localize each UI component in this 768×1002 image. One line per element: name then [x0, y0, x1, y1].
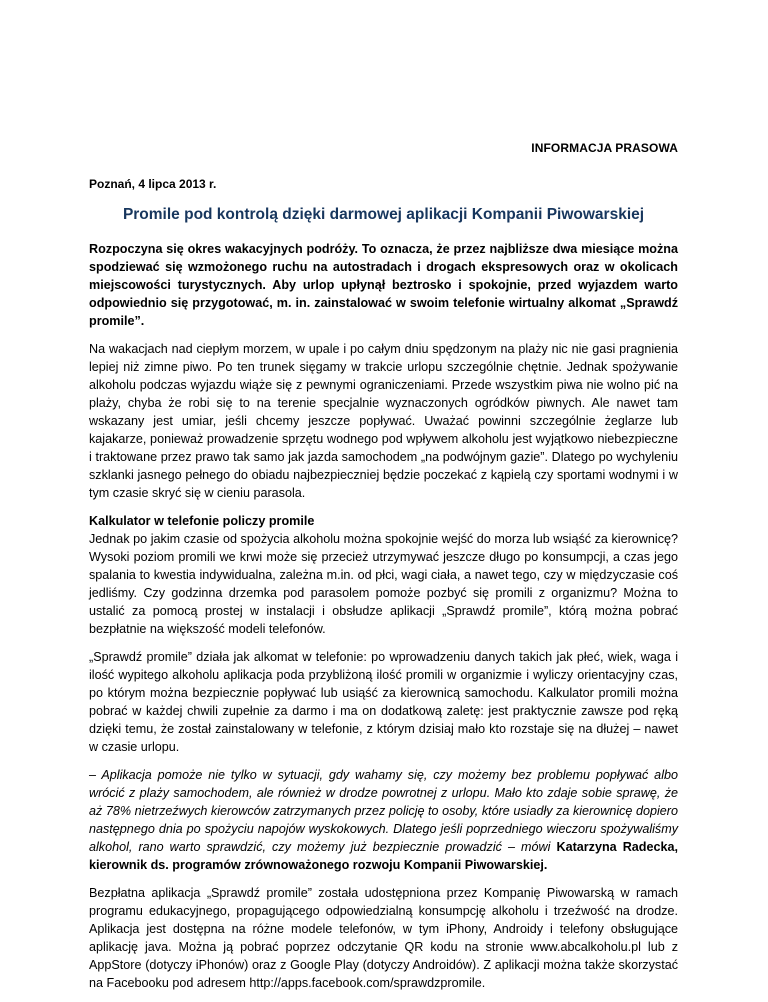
- quote-paragraph: [89, 766, 678, 874]
- paragraph-4: Bezpłatna aplikacja „Sprawdź promile” została udostępniona przez Kompanię Piwowarską w ramach programu edukacyjnego, propagującego odpowiedzialną konsumpcję alkoholu i trzeźwość na drodze. Aplikacja jest dostępna na różne modele telefonów, w tym iPhony, Androidy i telefony obsługujące aplikację java. Można ją pobrać poprzez odczytanie QR kodu na stronie www.abcalkoholu.pl lub z AppStore (dotyczy iPhonów) oraz z Google Play (dotyczy Androidów). Z aplikacji można także skorzystać na Facebooku pod adresem http://apps.facebook.com/sprawdzpromile.: [89, 886, 678, 990]
- quote-author: Katarzyna Radecka, kierownik ds. programów zrównoważonego rozwoju Kompanii Piwowarskiej.: [89, 840, 679, 872]
- dateline: Poznań, 4 lipca 2013 r.: [89, 177, 217, 191]
- paragraph-1: Na wakacjach nad ciepłym morzem, w upale i po całym dniu spędzonym na plaży nic nie gasi pragnienia lepiej niż zimne piwo. Po ten trunek sięgamy w trakcie urlopu szczególnie chętnie. Jednak spożywanie alkoholu podczas wyjazdu wiąże się z pewnymi ograniczeniami. Przede wszystkim piwa nie wolno pić na plaży, chyba że robi się to na terenie specjalnie wyznaczonych ogródków piwnych. Ale nawet tam wskazany jest umiar, jeśli chcemy jeszcze popływać. Uważać powinni szczególnie żeglarze lub kajakarze, ponieważ prowadzenie sprzętu wodnego pod wpływem alkoholu jest wyjątkowo niebezpieczne i traktowane przez prawo tak samo jak jazda samochodem „na podwójnym gazie”. Dlatego po wychyleniu szklanki jasnego pełnego do obiadu najbezpieczniej będzie poczekać z kąpielą czy sportami wodnymi i w tym czasie skryć się w cieniu parasola.: [89, 342, 678, 500]
- quote-text: – Aplikacja pomoże nie tylko w sytuacji, gdy wahamy się, czy możemy bez problemu popływać albo wrócić z plaży samochodem, ale również w drodze powrotnej z urlopu. Mało kto zdaje sobie sprawę, że aż 78% nietrzeźwych kierowców zatrzymanych przez policję to osoby, które usiadły za kierownicę dopiero następnego dnia po spożyciu napojów wyskokowych. Dlatego jeśli poprzedniego wieczoru spożywaliśmy alkohol, rano warto sprawdzić, czy możemy już bezpiecznie prowadzić – mówi: [89, 768, 678, 854]
- paragraph-3: „Sprawdź promile” działa jak alkomat w telefonie: po wprowadzeniu danych takich jak płeć, wiek, waga i ilość wypitego alkoholu aplikacja poda przybliżoną ilość promili w organizmie i wyliczy orientacyjny czas, po którym można bezpiecznie popływać lub usiąść za kierownicą samochodu. Kalkulator promili można pobrać w każdej chwili zupełnie za darmo i ma on dodatkową zaletę: jest praktycznie zawsze pod ręką dzięki temu, że został zainstalowany w telefonie, z którym dzisiaj mało kto rozstaje się na dłużej – nawet w czasie urlopu.: [89, 650, 678, 754]
- lead-paragraph: Rozpoczyna się okres wakacyjnych podróży. To oznacza, że przez najbliższe dwa miesiące można spodziewać się wzmożonego ruchu na autostradach i drogach ekspresowych oraz w okolicach miejscowości turystycznych. Aby urlop upłynął beztrosko i spokojnie, przed wyjazdem warto odpowiednio się przygotować, m. in. zainstalować w swoim telefonie wirtualny alkomat „Sprawdź promile”.: [89, 242, 678, 328]
- paragraph-2: Jednak po jakim czasie od spożycia alkoholu można spokojnie wejść do morza lub wsiąść za kierownicę? Wysoki poziom promili we krwi może się przecież utrzymywać jeszcze długo po konsumpcji, a czas jego spalania to kwestia indywidualna, zależna m.in. od płci, wagi ciała, a nawet tego, czy w międzyczasie coś jedliśmy. Czy godzinna drzemka pod parasolem pomoże pozbyć się promili z organizmu? Można to ustalić za pomocą prostej w instalacji i obsłudze aplikacji „Sprawdź promile”, którą można pobrać bezpłatnie na większość modeli telefonów.: [89, 532, 678, 636]
- document-title: Promile pod kontrolą dzięki darmowej aplikacji Kompanii Piwowarskiej: [122, 206, 645, 223]
- press-release-label: INFORMACJA PRASOWA: [531, 141, 678, 155]
- section-subheading: Kalkulator w telefonie policzy promile: [89, 514, 315, 528]
- article-body: [89, 240, 678, 1002]
- paragraph-2-block: [89, 512, 678, 638]
